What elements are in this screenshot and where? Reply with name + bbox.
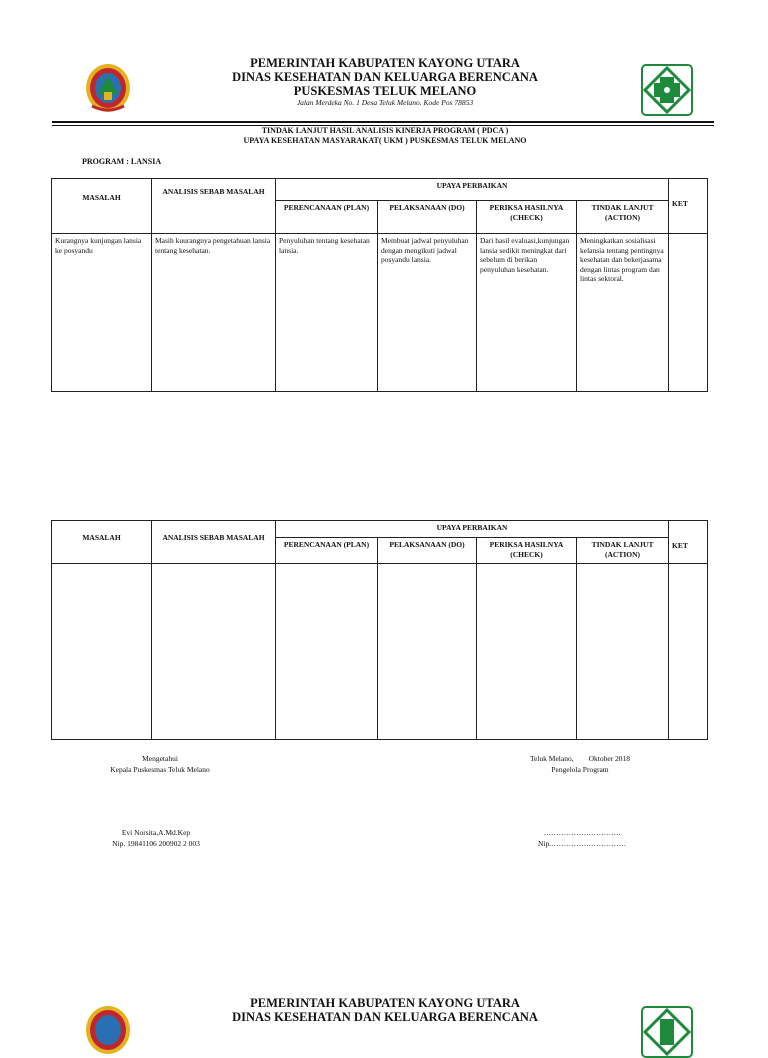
header-analisis: ANALISIS SEBAB MASALAH	[152, 179, 276, 234]
sig-right-nip: Nip.…………………………	[537, 839, 627, 848]
cell-masalah: Kurangnya kunjungan lansia ke posyandu	[52, 234, 152, 392]
puskesmas-logo-icon	[641, 64, 693, 116]
cell-ket	[669, 564, 708, 740]
cell-analisis: Masih kuurangnya pengetahuan lansia tentang kesehatan.	[152, 234, 276, 392]
sig-left-line2: Kepala Puskesmas Teluk Melano	[110, 765, 210, 774]
footer-letterhead	[140, 996, 630, 1024]
signature-left-name	[56, 827, 256, 849]
cell-masalah	[52, 564, 152, 740]
sig-right-name: ………………………….	[543, 828, 621, 837]
cell-do	[378, 564, 477, 740]
header-do: PELAKSANAAN (DO)	[378, 201, 477, 234]
cell-plan: Penyuluhan tentang kesehatan lansia.	[276, 234, 378, 392]
header-ket: KET	[669, 521, 708, 564]
footer-letterhead-line2: DINAS KESEHATAN DAN KELUARGA BERENCANA	[232, 1010, 538, 1024]
header-rule-thick	[52, 121, 714, 123]
puskesmas-logo-icon	[641, 1006, 693, 1058]
table-row	[52, 234, 708, 392]
cell-ket	[669, 234, 708, 392]
letterhead-address: Jalan Merdeka No. 1 Desa Teluk Melano. Kode Pos 78853	[296, 98, 474, 107]
header-upaya-perbaikan: UPAYA PERBAIKAN	[276, 521, 669, 538]
footer-letterhead-line1: PEMERINTAH KABUPATEN KAYONG UTARA	[250, 996, 520, 1010]
sig-left-name: Evi Norsita,A.Md.Kep	[121, 828, 191, 837]
cell-do: Membuat jadwal penyuluhan dengan mengikuti jadwal posyandu lansia.	[378, 234, 477, 392]
sig-left-nip: Nip. 19841106 200902 2 003	[112, 839, 200, 848]
signature-left	[60, 753, 260, 775]
cell-action: Meningkatkan sosialisasi kelansia tentang pentingnya kesehatan dan bekerjasama dengan lintas program dan lintas sektoral.	[577, 234, 669, 392]
document-title-line2: UPAYA KESEHATAN MASYARAKAT( UKM ) PUSKESMAS TELUK MELANO	[243, 136, 527, 145]
program-label: PROGRAM : LANSIA	[82, 157, 162, 166]
document-title-line1: TINDAK LANJUT HASIL ANALISIS KINERJA PROGRAM ( PDCA )	[261, 126, 509, 135]
header-masalah: MASALAH	[52, 179, 152, 234]
letterhead-line1: PEMERINTAH KABUPATEN KAYONG UTARA	[250, 56, 520, 70]
header-analisis: ANALISIS SEBAB MASALAH	[152, 521, 276, 564]
letterhead	[140, 56, 630, 107]
signature-right	[480, 753, 680, 775]
header-masalah: MASALAH	[52, 521, 152, 564]
kabupaten-emblem-icon	[84, 1004, 132, 1056]
signature-right-name	[482, 827, 682, 849]
cell-analisis	[152, 564, 276, 740]
table-row	[52, 564, 708, 740]
pdca-table-2	[51, 520, 708, 740]
header-plan: PERENCANAAN (PLAN)	[276, 201, 378, 234]
header-action: TINDAK LANJUT (ACTION)	[577, 538, 669, 564]
sig-right-line1: Teluk Melano, Oktober 2018	[529, 754, 631, 763]
cell-check	[477, 564, 577, 740]
pdca-table-1	[51, 178, 708, 392]
letterhead-line3: PUSKESMAS TELUK MELANO	[293, 84, 477, 98]
letterhead-line2: DINAS KESEHATAN DAN KELUARGA BERENCANA	[232, 70, 538, 84]
header-plan: PERENCANAAN (PLAN)	[276, 538, 378, 564]
header-upaya-perbaikan: UPAYA PERBAIKAN	[276, 179, 669, 201]
header-check: PERIKSA HASILNYA (CHECK)	[477, 201, 577, 234]
cell-action	[577, 564, 669, 740]
header-check: PERIKSA HASILNYA (CHECK)	[477, 538, 577, 564]
cell-plan	[276, 564, 378, 740]
kabupaten-emblem-icon	[84, 62, 132, 114]
sig-right-line2: Pengelola Program	[551, 765, 609, 774]
document-title	[140, 126, 630, 146]
header-do: PELAKSANAAN (DO)	[378, 538, 477, 564]
sig-left-line1: Mengetahui	[142, 754, 178, 763]
cell-check: Dari hasil evaluasi,kunjungan lansia sedikit meningkat dari sebelum di berikan penyuluhan kesehatan.	[477, 234, 577, 392]
header-action: TINDAK LANJUT (ACTION)	[577, 201, 669, 234]
header-ket: KET	[669, 179, 708, 234]
